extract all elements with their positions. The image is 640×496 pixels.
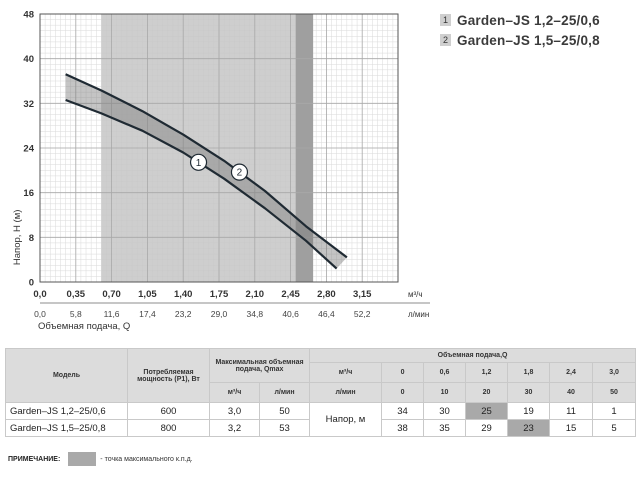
model-name: Garden–JS 1,5–25/0,8: [6, 420, 128, 437]
model-name: Garden–JS 1,2–25/0,6: [6, 403, 128, 420]
legend-label: Garden–JS 1,2–25/0,6: [457, 12, 600, 28]
series-marker-label: 1: [195, 157, 202, 169]
flow-m3h: 3,0: [593, 363, 636, 383]
flow-lmin: 50: [593, 383, 636, 403]
series-marker-label: 2: [236, 167, 243, 179]
flow-m3h: 1,8: [508, 363, 550, 383]
footnote: [8, 452, 193, 466]
x-tick-label-m3h: 0,0: [33, 289, 47, 300]
head-value: 30: [424, 403, 466, 420]
x-tick-label-lmin: 0,0: [34, 309, 46, 319]
head-value: 5: [593, 420, 636, 437]
x-tick-label-lmin: 23,2: [174, 309, 192, 319]
legend-label: Garden–JS 1,5–25/0,8: [457, 32, 600, 48]
legend-item-1: [440, 10, 600, 30]
x-axis-title: Объемная подача, Q: [38, 321, 131, 332]
x-tick-label-lmin: 5,8: [69, 309, 82, 319]
x-tick-label-m3h: 1,75: [209, 289, 229, 300]
flow-m3h: 0: [382, 363, 424, 383]
head-value: 15: [550, 420, 593, 437]
header-flow: Объемная подача,Q: [310, 349, 636, 363]
x-tick-label-lmin: 46,4: [318, 309, 335, 319]
note-label: ПРИМЕЧАНИЕ:: [8, 455, 61, 463]
x-tick-label-m3h: 3,15: [352, 289, 372, 300]
qmax-m3h: 3,0: [210, 403, 260, 420]
head-value-max-efficiency: 25: [466, 403, 508, 420]
x-tick-label-lmin: 11,6: [103, 309, 120, 319]
x-tick-label-lmin: 17,4: [139, 309, 156, 319]
flow-lmin: 40: [550, 383, 593, 403]
head-value: 1: [593, 403, 636, 420]
x-tick-label-lmin: 29,0: [210, 309, 228, 319]
flow-m3h: 2,4: [550, 363, 593, 383]
y-tick-label: 24: [23, 143, 34, 155]
chart-legend: [440, 10, 600, 50]
legend-number: 2: [440, 34, 451, 46]
legend-number: 1: [440, 14, 451, 26]
flow-lmin: 20: [466, 383, 508, 403]
x-tick-label-m3h: 1,40: [173, 289, 193, 300]
y-tick-label: 0: [28, 277, 34, 289]
y-axis-title: Напор, Н (м): [12, 209, 23, 266]
flow-lmin: 30: [508, 383, 550, 403]
unit-m3h: м³/ч: [310, 363, 382, 383]
power-value: 600: [128, 403, 210, 420]
header-qmax: Максимальная объемная подача, Qmax: [210, 349, 310, 383]
y-tick-label: 40: [23, 54, 34, 66]
head-label: Напор, м: [310, 403, 382, 437]
flow-lmin: 0: [382, 383, 424, 403]
y-tick-label: 48: [23, 9, 34, 21]
y-tick-label: 16: [23, 188, 34, 200]
y-tick-label: 32: [23, 98, 34, 110]
header-model: Модель: [6, 349, 128, 403]
qmax-unit-lmin: л/мин: [260, 383, 310, 403]
head-value: 34: [382, 403, 424, 420]
legend-item-2: [440, 30, 600, 50]
unit-lmin: л/мин: [310, 383, 382, 403]
x-unit-m3h: м³/ч: [408, 290, 423, 299]
head-value: 19: [508, 403, 550, 420]
qmax-lmin: 50: [260, 403, 310, 420]
table-row: [6, 403, 636, 420]
x-tick-label-lmin: 52,2: [353, 309, 371, 319]
x-unit-lmin: л/мин: [408, 310, 430, 319]
y-tick-label: 8: [28, 232, 34, 244]
flow-lmin: 10: [424, 383, 466, 403]
note-swatch: [68, 452, 96, 466]
flow-m3h: 0,6: [424, 363, 466, 383]
note-text: - точка максимального к.п.д.: [100, 455, 193, 463]
x-tick-label-m3h: 0,35: [66, 289, 86, 300]
qmax-lmin: 53: [260, 420, 310, 437]
x-tick-label-m3h: 2,80: [317, 289, 336, 300]
head-value: 35: [424, 420, 466, 437]
x-tick-label-m3h: 2,45: [281, 289, 300, 300]
x-tick-label-m3h: 0,70: [102, 289, 121, 300]
header-power: Потребляемая мощность (Р1), Вт: [128, 349, 210, 403]
power-value: 800: [128, 420, 210, 437]
x-tick-label-m3h: 2,10: [245, 289, 265, 300]
qmax-unit-m3h: м³/ч: [210, 383, 260, 403]
x-tick-label-m3h: 1,05: [138, 289, 157, 300]
x-tick-label-lmin: 34,8: [246, 309, 264, 319]
specs-table: [5, 348, 636, 437]
x-tick-label-lmin: 40,6: [282, 309, 299, 319]
qmax-m3h: 3,2: [210, 420, 260, 437]
flow-m3h: 1,2: [466, 363, 508, 383]
head-value: 11: [550, 403, 593, 420]
head-value: 38: [382, 420, 424, 437]
head-value-max-efficiency: 23: [508, 420, 550, 437]
head-value: 29: [466, 420, 508, 437]
